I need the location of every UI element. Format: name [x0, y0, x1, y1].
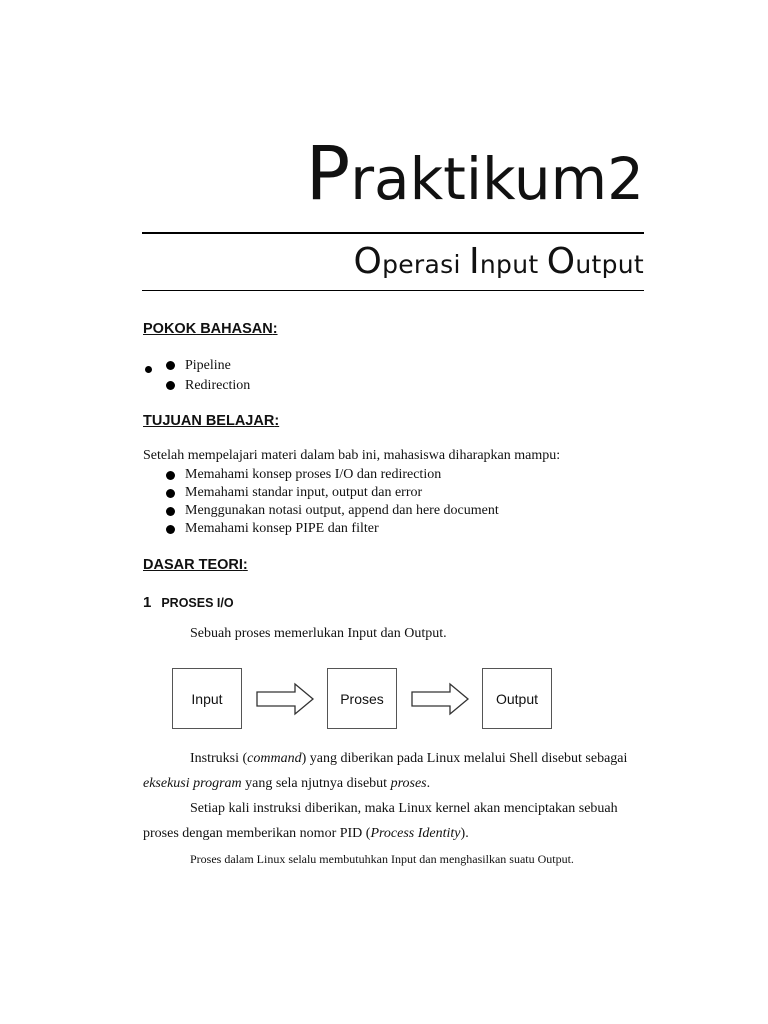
section-title: PROSES I/O	[161, 596, 234, 610]
subtitle-rest-3: utput	[575, 250, 644, 279]
diagram-box-proses: Proses	[327, 668, 397, 729]
tujuan-belajar-intro: Setelah mempelajari materi dalam bab ini, mahasiswa diharapkan mampu:	[143, 448, 561, 463]
list-item: Memahami standar input, output dan error	[165, 484, 499, 502]
list-item: Memahami konsep PIPE dan filter	[165, 520, 499, 538]
right-arrow-icon	[410, 682, 470, 716]
chapter-title-initial: P	[305, 131, 351, 217]
text-run: ).	[460, 826, 469, 841]
text-run: ) yang diberikan pada Linux melalui Shell disebut sebagai	[301, 751, 628, 766]
chapter-subtitle	[353, 240, 644, 287]
pokok-bahasan-heading-text: POKOK BAHASAN	[143, 321, 273, 337]
paragraph-2-line-2	[143, 826, 469, 842]
list-item: Redirection	[165, 376, 250, 396]
subtitle-rest-2: nput	[479, 250, 539, 279]
diagram-box-output: Output	[482, 668, 552, 729]
subtitle-rest-1: perasi	[382, 250, 461, 279]
emphasis-eksekusi-program: eksekusi program	[143, 776, 242, 791]
heading-colon: :	[274, 413, 280, 429]
text-run: proses dengan memberikan nomor PID (	[143, 826, 371, 841]
list-item: Pipeline	[165, 356, 250, 376]
emphasis-command: command	[247, 751, 302, 766]
tujuan-belajar-list	[165, 466, 499, 538]
pokok-bahasan-heading	[143, 321, 278, 337]
subtitle-initial-2: I	[468, 241, 480, 282]
text-run: Instruksi (	[190, 751, 248, 766]
right-arrow-icon	[255, 682, 315, 716]
paragraph-1-line-1	[190, 751, 627, 767]
title-rule	[142, 232, 644, 234]
paragraph-3: Proses dalam Linux selalu membutuhkan Input dan menghasilkan suatu Output.	[190, 852, 574, 866]
section-intro: Sebuah proses memerlukan Input dan Output.	[190, 626, 447, 641]
diagram-box-input: Input	[172, 668, 242, 729]
subtitle-rule	[142, 290, 644, 291]
list-item: Menggunakan notasi output, append dan here document	[165, 502, 499, 520]
emphasis-process-identity: Process Identity	[370, 826, 461, 841]
emphasis-proses: proses	[390, 776, 427, 791]
bullet-dot-icon	[145, 366, 152, 373]
subtitle-initial-1: O	[353, 241, 383, 282]
chapter-title-rest: raktikum2	[350, 145, 644, 213]
text-run: .	[426, 776, 431, 791]
heading-colon: :	[242, 557, 248, 573]
heading-colon: :	[272, 321, 278, 337]
text-run: yang sela njutnya disebut	[241, 776, 391, 791]
dasar-teori-heading-text: DASAR TEORI	[143, 557, 243, 573]
section-heading	[143, 594, 234, 611]
list-item: Memahami konsep proses I/O dan redirection	[165, 466, 499, 484]
tujuan-belajar-heading-text: TUJUAN BELAJAR	[143, 413, 275, 429]
chapter-title	[305, 131, 644, 219]
pokok-bahasan-list	[165, 356, 250, 396]
paragraph-1-line-2	[143, 776, 430, 792]
dasar-teori-heading	[143, 557, 248, 573]
paragraph-2-line-1: Setiap kali instruksi diberikan, maka Linux kernel akan menciptakan sebuah	[190, 801, 618, 816]
subtitle-initial-3: O	[546, 241, 576, 282]
section-number: 1	[143, 594, 152, 611]
tujuan-belajar-heading	[143, 413, 279, 429]
